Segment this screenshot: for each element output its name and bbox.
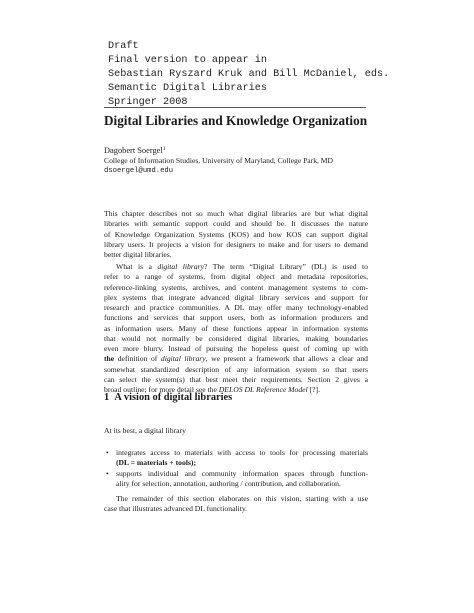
abstract — [104, 209, 368, 260]
bullet-list — [104, 448, 368, 490]
section-lead — [104, 426, 368, 436]
draft-line: Sebastian Ryszard Kruk and Bill McDaniel, eds. — [108, 68, 390, 80]
section-title: A vision of digital libraries — [114, 392, 233, 403]
intro-line: refer to a range of systems, from digital object and metadata repositories, — [104, 272, 368, 282]
term-digital-library: digital library — [157, 262, 205, 271]
draft-line: Draft — [108, 41, 139, 52]
list-item-line: (DL = materials + tools); — [116, 458, 197, 468]
draft-line: Final version to appear in — [108, 54, 267, 66]
section-lead-line: At its best, a digital library — [104, 426, 186, 435]
term-the: the — [104, 354, 115, 364]
section-heading — [104, 392, 232, 403]
draft-line: Semantic Digital Libraries — [108, 82, 267, 94]
bullet-icon: • — [106, 448, 109, 457]
list-item-line: ality for selection, annotation, authoring / contribution, and collaboration. — [116, 479, 341, 489]
term-digital-library: digital library — [160, 354, 206, 364]
intro-line: What is a digital library? The term “Digital Library” (DL) is used to — [116, 262, 369, 271]
author-name-text: Dagobert Soergel — [104, 146, 163, 155]
list-item-line: supports individual and community information spaces through function- — [116, 469, 368, 478]
intro-line: reference-linking systems, archives, and content management systems to com- — [104, 282, 368, 292]
abstract-line: libraries with semantic support could and should be. It discusses the nature — [104, 219, 368, 229]
header-rule — [104, 107, 366, 108]
abstract-line: better digital libraries. — [104, 250, 172, 259]
author-affiliation: College of Information Studies, University of Maryland, College Park, MD — [104, 156, 334, 165]
abstract-line: of Knowledge Organization Systems (KOS) and how KOS can support digital — [104, 229, 368, 239]
list-item — [104, 469, 368, 490]
intro-line: the definition of digital library, we present a framework that allows a clear and — [104, 354, 369, 364]
abstract-line: library users. It projects a vision for designers to make and for users to demand — [104, 239, 368, 249]
intro-line: can select the system(s) that best meet their requirements. Section 2 gives a — [104, 374, 368, 384]
intro-line: research and practice communities. A DL may offer many technology-enabled — [104, 303, 368, 312]
intro-line: that would not normally be considered digital libraries, making boundaries — [104, 333, 368, 343]
closing-line: case that illustrates advanced DL functionality. — [104, 504, 248, 514]
closing-paragraph — [104, 494, 368, 515]
list-item-line: integrates access to materials with access to tools for processing materials — [116, 448, 368, 457]
intro-line: functions and services that support users, both as information producers and — [104, 313, 368, 323]
intro-line: broad outline; for more detail see the DELOS DL Reference Model [?]. — [104, 385, 321, 394]
bullet-icon: • — [106, 469, 109, 478]
abstract-line: This chapter describes not so much what digital libraries are but what digital — [104, 209, 368, 218]
intro-line: as information users. Many of these functions appear in information systems — [104, 323, 368, 333]
section-number: 1 — [104, 392, 110, 403]
intro-line: somewhat standardized description of any information system so that users — [104, 364, 368, 374]
draft-line: Springer 2008 — [108, 96, 188, 108]
author-footnote-mark: 1 — [162, 146, 166, 152]
paper-title: Digital Libraries and Knowledge Organization — [104, 113, 368, 128]
intro-paragraph — [104, 262, 368, 395]
intro-line: even more blurry. Instead of pursuing the hopeless quest of coming up with — [104, 344, 368, 353]
author-email[interactable]: dsoergel@umd.edu — [104, 167, 174, 175]
draft-notice — [108, 40, 408, 110]
intro-line: plex systems that integrate advanced digital library services and support for — [104, 292, 368, 302]
delos-reference: DELOS DL Reference Model — [218, 385, 308, 394]
closing-line: The remainder of this section elaborates on this vision, starting with a use — [116, 494, 368, 503]
list-item — [104, 448, 368, 469]
